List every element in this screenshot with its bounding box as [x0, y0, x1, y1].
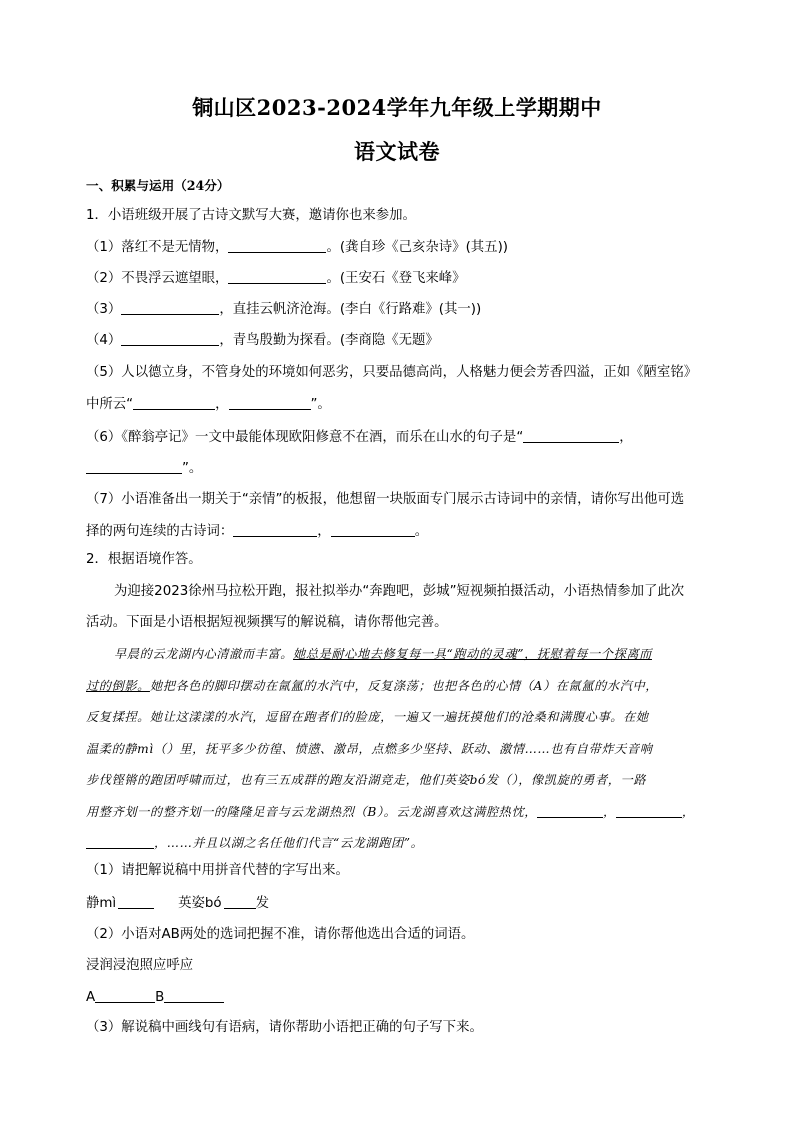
pinyin-answers [86, 894, 269, 913]
script-text: 早晨的云龙湖内心清澈而丰富。 [114, 647, 294, 661]
section-heading: 一、积累与运用（24分） [86, 178, 230, 193]
choice-answers [86, 988, 224, 1007]
word-options: 浸润浸泡照应呼应 [86, 958, 194, 973]
comma: ， [317, 524, 331, 539]
answer-blank[interactable] [224, 894, 256, 909]
question-1-item-6-line-2 [86, 459, 202, 478]
item-source: ，直挂云帆济沧海。(李白《行路难》(其一)) [219, 302, 482, 317]
script-line-5: 步伐铿锵的跑团呼啸而过，也有三五成群的跑友沿湖竞走，他们英姿bó发（），像凯旋的勇者，一路 [86, 773, 647, 787]
comma: ， [215, 397, 229, 412]
closing-quote: ”。 [310, 397, 331, 412]
item-source: 。(王安石《登飞来峰》 [326, 271, 466, 286]
question-1-item-7-line-2 [86, 522, 428, 541]
answer-blank[interactable] [523, 428, 619, 443]
sub-question-2: （2）小语对AB两处的选词把握不准，请你帮他选出合适的词语。 [86, 927, 475, 942]
answer-blank[interactable] [616, 803, 682, 818]
underlined-sentence-end: 过的倒影。 [86, 679, 150, 693]
answer-blank[interactable] [331, 522, 415, 537]
question-1-stem: 1．小语班级开展了古诗文默写大赛，邀请你也来参加。 [86, 208, 416, 223]
question-1-item-7-line-1: （7）小语准备出一期关于“亲情”的板报，他想留一块版面专门展示古诗词中的亲情，请你写出他可选 [86, 492, 685, 507]
answer-blank[interactable] [121, 300, 219, 315]
exam-title: 铜山区2023-2024学年九年级上学期期中 [192, 95, 602, 120]
pinyin-suffix: 发 [255, 896, 270, 911]
answer-blank[interactable] [95, 988, 155, 1003]
underlined-sentence: 她总是耐心地去修复每一具“跑动的灵魂”，抚慰着每一个探离而 [293, 647, 652, 661]
choice-b-label: B [155, 990, 165, 1005]
choice-a-label: A [86, 990, 96, 1005]
script-text: 用整齐划一的整齐划一的隆隆足音与云龙湖热烈（B）。云龙湖喜欢这满腔热忱， [86, 805, 538, 819]
closing-quote: ”。 [182, 461, 203, 476]
comma: ， [681, 805, 695, 819]
answer-blank[interactable] [86, 834, 154, 849]
script-text: ，……并且以湖之名任他们代言“云龙湖跑团”。 [154, 836, 424, 850]
script-text: 她把各色的脚印摆动在氤氲的水汽中，反复涤荡；也把各色的心情（A）在氤氲的水汽中， [149, 679, 659, 693]
question-1-item-4 [86, 331, 439, 350]
question-1-item-3 [86, 300, 481, 319]
answer-blank[interactable] [118, 894, 154, 909]
question-2-intro-line-2: 活动。下面是小语根据短视频撰写的解说稿，请你帮他完善。 [86, 615, 448, 630]
answer-blank[interactable] [228, 269, 326, 284]
script-line-7 [86, 834, 423, 852]
question-1-item-1 [86, 238, 508, 257]
item-text: （1）落红不是无情物， [86, 240, 229, 255]
sub-question-1: （1）请把解说稿中用拼音代替的字写出来。 [86, 863, 349, 878]
question-1-item-6-line-1 [86, 428, 633, 447]
script-line-3: 反复揉捏。她让这漾漾的水汽，逗留在跑者们的脸庞，一遍又一遍抚摸他们的沧桑和满腹心事。在她 [86, 710, 649, 724]
script-line-2 [86, 677, 658, 695]
answer-blank[interactable] [121, 331, 219, 346]
answer-blank[interactable] [228, 238, 326, 253]
comma: ， [619, 430, 633, 445]
question-1-item-5-line-2 [86, 395, 331, 414]
sub-question-3: （3）解说稿中画线句有语病，请你帮助小语把正确的句子写下来。 [86, 1020, 483, 1035]
item-text: （3） [86, 302, 122, 317]
item-text: （2）不畏浮云遮望眼， [86, 271, 229, 286]
item-source: 。(龚自珍《己亥杂诗》(其五)) [326, 240, 509, 255]
item-text: 择的两句连续的古诗词： [86, 524, 234, 539]
answer-blank[interactable] [133, 395, 215, 410]
exam-subtitle: 语文试卷 [354, 139, 440, 164]
answer-blank[interactable] [86, 459, 182, 474]
script-line-4: 温柔的静mì（）里，抚平多少彷徨、愤懑、激昂，点燃多少坚持、跃动、激情……也有自带炸天音响 [86, 742, 653, 756]
answer-blank[interactable] [229, 395, 311, 410]
pinyin-label: 英姿bó [178, 896, 222, 911]
item-text: 中所云“ [86, 397, 134, 412]
question-1-item-2 [86, 269, 466, 288]
script-line-6 [86, 803, 695, 821]
question-2-intro-line-1: 为迎接2023徐州马拉松开跑，报社拟举办“奔跑吧，彭城”短视频拍摄活动，小语热情参加了此次 [114, 584, 685, 599]
question-2-stem: 2．根据语境作答。 [86, 552, 202, 567]
script-line-1 [114, 645, 652, 663]
answer-blank[interactable] [537, 803, 603, 818]
answer-blank[interactable] [164, 988, 224, 1003]
pinyin-label: 静mì [86, 896, 117, 911]
question-1-item-5-line-1: （5）人以德立身，不管身处的环境如何恶劣，只要品德高尚，人格魅力便会芳香四溢，正如《陋室铭》 [86, 365, 698, 380]
period: 。 [414, 524, 429, 539]
item-source: ，青鸟殷勤为探看。(李商隐《无题》 [219, 333, 439, 348]
item-text: （6）《醉翁亭记》一文中最能体现欧阳修意不在酒，而乐在山水的句子是“ [86, 430, 524, 445]
answer-blank[interactable] [233, 522, 317, 537]
comma: ， [603, 805, 616, 819]
item-text: （4） [86, 333, 122, 348]
